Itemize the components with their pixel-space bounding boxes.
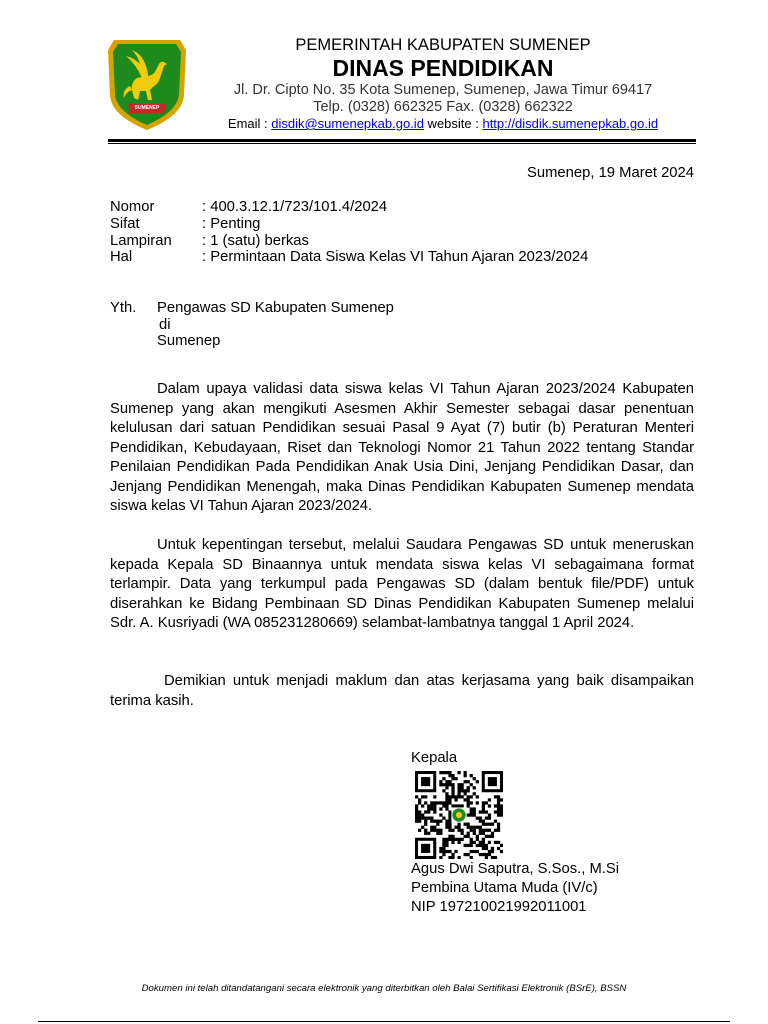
letterhead-rule-thin [108, 143, 696, 144]
esign-footer-note: Dokumen ini telah ditandatangani secara elektronik yang diterbitkan oleh Balai Sertifikasi Elektronik (BSrE), BSSN [141, 983, 627, 994]
qr-code-icon [415, 771, 503, 859]
meta-value-lampiran: : 1 (satu) berkas [202, 233, 309, 249]
logo-banner-text: SUMENEP [134, 105, 160, 111]
contact-line [200, 115, 686, 132]
meta-label-hal: Hal [110, 249, 133, 265]
meta-value-sifat: : Penting [202, 216, 261, 232]
signer-name: Agus Dwi Saputra, S.Sos., M.Si [411, 861, 620, 877]
meta-label-nomor: Nomor [110, 199, 155, 215]
footer-rule [38, 1021, 730, 1022]
dinas-logo [104, 34, 190, 134]
office-address: Jl. Dr. Cipto No. 35 Kota Sumenep, Sumenep, Jawa Timur 69417 [233, 82, 653, 98]
body-paragraph-2: Untuk kepentingan tersebut, melalui Saudara Pengawas SD untuk meneruskan kepada Kepala SD Binaannya untuk mendata siswa kelas VI sebagaimana format terlampir. Data yang terkumpul pada Pengawas SD (dalam bentuk file/PDF) untuk diserahkan ke Bidang Pembinaan SD Dinas Pendidikan Kabupaten Sumenep melalui Sdr. A. Kusriyadi (WA 085231280669) selambat-lambatnya tanggal 1 April 2024. [110, 537, 694, 631]
website-label: website : [423, 116, 483, 131]
signer-nip: NIP 197210021992011001 [411, 899, 587, 915]
meta-value-nomor: : 400.3.12.1/723/101.4/2024 [202, 199, 388, 215]
body-paragraph-3: Demikian untuk menjadi maklum dan atas kerjasama yang baik disampaikan terima kasih. [110, 673, 694, 709]
letter-date: Sumenep, 19 Maret 2024 [527, 165, 694, 181]
signer-rank: Pembina Utama Muda (IV/c) [411, 880, 598, 896]
meta-label-lampiran: Lampiran [110, 233, 172, 249]
body-paragraph-1: Dalam upaya validasi data siswa kelas VI Tahun Ajaran 2023/2024 Kabupaten Sumenep yang akan mengikuti Asesmen Akhir Semester sebagai dasar penentuan kelulusan dari satuan Pendidikan sesuai Pasal 9 Ayat (7) butir (b) Peraturan Menteri Pendidikan, Kebudayaan, Riset dan Teknologi Nomor 21 Tahun 2022 tentang Standar Penilaian Pendidikan Pada Pendidikan Anak Usia Dini, Jenjang Pendidikan Dasar, dan Jenjang Pendidikan Menengah, maka Dinas Pendidikan Kabupaten Sumenep mendata siswa kelas VI Tahun Ajaran 2023/2024. [110, 381, 694, 514]
website-link[interactable]: http://disdik.sumenepkab.go.id [482, 116, 659, 131]
signer-title: Kepala [411, 750, 458, 766]
recipient-place: Sumenep [157, 333, 221, 349]
department-name: DINAS PENDIDIKAN [332, 55, 554, 81]
recipient-salutation: Yth. [110, 300, 137, 316]
letterhead-rule-thick [108, 139, 696, 142]
email-label: Email : [227, 116, 272, 131]
recipient-di: di [159, 317, 171, 333]
meta-label-sifat: Sifat [110, 216, 140, 232]
recipient-name: Pengawas SD Kabupaten Sumenep [157, 300, 394, 316]
government-name: PEMERINTAH KABUPATEN SUMENEP [295, 36, 591, 54]
office-phone: Telp. (0328) 662325 Fax. (0328) 662322 [313, 99, 573, 115]
email-link[interactable]: disdik@sumenepkab.go.id [271, 116, 424, 131]
meta-value-hal: : Permintaan Data Siswa Kelas VI Tahun Ajaran 2023/2024 [202, 249, 589, 265]
